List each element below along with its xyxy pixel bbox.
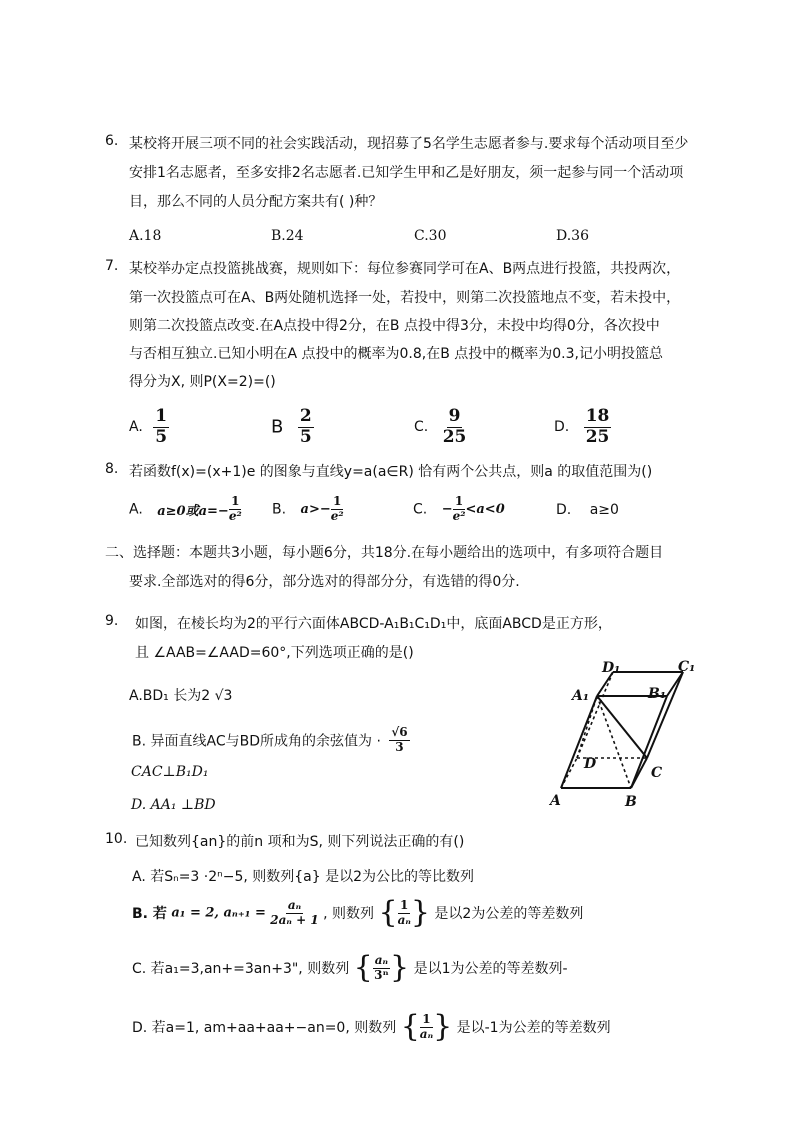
q8-option-c-label: C. xyxy=(413,501,428,518)
q7-option-b xyxy=(271,407,314,447)
q8-option-c-sign: − xyxy=(441,501,453,517)
hidden-edge-DD1 xyxy=(577,672,613,758)
q6-number: 6. xyxy=(105,133,119,149)
q10-option-b-sequence xyxy=(398,899,411,928)
q6-line-3: 目，那么不同的人员分配方案共有( )种？ xyxy=(129,194,383,210)
q9-option-b-text: B. 异面直线AC与BD所成角的余弦值为 · xyxy=(132,733,381,750)
label-C: C xyxy=(651,765,663,781)
q10-option-d-sequence-denominator: aₙ xyxy=(419,1026,434,1041)
q7-option-a xyxy=(129,407,169,447)
q8-option-b-numerator: 1 xyxy=(333,494,342,508)
q10-option-b-fraction xyxy=(270,899,318,928)
q10-option-c-conclusion: 是以1为公差的等差数列- xyxy=(413,961,568,977)
q10-option-b-conclusion: 是以2为公差的等差数列 xyxy=(434,906,584,922)
q7-option-a-label: A. xyxy=(129,419,143,436)
q7-option-b-denominator: 5 xyxy=(299,426,312,447)
q6-option-d: D.36 xyxy=(556,228,589,244)
q10-option-d-sequence xyxy=(420,1013,433,1042)
q7-line-2: 第一次投篮点可在A、B两处随机选择一处，若投中，则第二次投篮地点不变，若未投中， xyxy=(129,290,681,306)
q9-option-d: D. AA₁ ⊥BD xyxy=(131,797,216,813)
q8-option-b-denominator: e² xyxy=(330,508,344,523)
q7-line-5: 得分为X, 则P(X=2)=() xyxy=(129,374,276,390)
hidden-segment-A1B xyxy=(597,696,631,788)
label-B: B xyxy=(625,794,637,810)
q10-option-b-mid: , 则数列 xyxy=(323,906,375,922)
section-2-line-2: 要求.全部选对的得6分，部分选对的得部分分，有选错的得0分. xyxy=(129,574,520,590)
q6-line-1: 某校将开展三项不同的社会实践活动，现招募了5名学生志愿者参与.要求每个活动项目至少 xyxy=(129,136,689,152)
q10-option-c-sequence-denominator: 3ⁿ xyxy=(374,967,389,982)
q9-option-a: A.BD₁ 长为2 √3 xyxy=(129,688,233,704)
q10-stem: 已知数列{an}的前n 项和为S, 则下列说法正确的有() xyxy=(135,834,465,850)
q10-option-c-left-brace: { xyxy=(353,950,373,985)
q6-option-c: C.30 xyxy=(414,228,447,244)
q7-line-4: 与否相互独立.已知小明在A 点投中的概率为0.8,在B 点投中的概率为0.3,记小明投篮总 xyxy=(129,346,663,362)
label-A: A xyxy=(550,793,561,809)
label-A1: A₁ xyxy=(572,688,589,704)
q10-option-b xyxy=(132,895,584,930)
q10-option-d-sequence-numerator: 1 xyxy=(422,1011,431,1026)
q7-option-d-fraction xyxy=(584,407,612,447)
q10-number: 10. xyxy=(105,831,128,847)
q10-option-b-numerator: aₙ xyxy=(287,897,302,912)
q9-line-1: 如图，在棱长均为2的平行六面体ABCD-A₁B₁C₁D₁中，底面ABCD是正方形， xyxy=(135,616,612,632)
q7-option-b-label: B xyxy=(271,416,284,438)
q10-option-b-denominator: 2aₙ + 1 xyxy=(270,912,319,927)
q7-option-a-denominator: 5 xyxy=(155,426,168,447)
q9-option-b-numerator: √6 xyxy=(391,725,408,739)
q7-option-a-fraction xyxy=(153,407,169,447)
q8-option-c-denominator: e² xyxy=(452,508,466,523)
q10-option-c-sequence xyxy=(373,954,390,983)
q8-option-b-expr: a>− xyxy=(300,501,331,517)
q8-option-d-text: a≥0 xyxy=(589,502,619,518)
q9-line-2: 且 ∠AAB=∠AAD=60°,下列选项正确的是() xyxy=(135,645,414,661)
q10-option-c xyxy=(132,950,568,985)
q10-option-d-right-brace: } xyxy=(433,1009,453,1044)
q7-line-1: 某校举办定点投篮挑战赛，规则如下：每位参赛同学可在A、B两点进行投篮，共投两次， xyxy=(129,261,681,277)
q8-option-b-fraction xyxy=(331,495,344,524)
q6-line-2: 安排1名志愿者，至多安排2名志愿者.已知学生甲和乙是好朋友，须一起参与同一个活动项 xyxy=(129,165,684,181)
q7-option-c xyxy=(414,407,466,447)
q10-option-c-text: C. 若a₁=3,an+=3an+3", 则数列 xyxy=(132,961,350,977)
q10-option-a: A. 若Sₙ=3 ·2ⁿ−5, 则数列{a} 是以2为公比的等比数列 xyxy=(132,869,475,885)
q10-option-c-right-brace: } xyxy=(390,950,410,985)
q8-option-d xyxy=(556,502,619,518)
q7-option-b-fraction xyxy=(298,407,314,447)
q7-line-3: 则第二次投篮点改变.在A点投中得2分，在B 点投中得3分，未投中均得0分，各次投中 xyxy=(129,318,660,334)
q7-option-b-numerator: 2 xyxy=(299,406,312,426)
edge-AA1 xyxy=(561,696,597,788)
q8-number: 8. xyxy=(105,461,119,477)
q8-option-a-expr: a≥0或a=− xyxy=(157,503,229,519)
q7-option-c-denominator: 25 xyxy=(442,426,467,447)
q8-option-c-expr: <a<0 xyxy=(465,501,505,517)
q9-number: 9. xyxy=(105,613,119,629)
edge-CC1 xyxy=(647,672,683,758)
q8-option-a-fraction xyxy=(229,495,242,524)
q9-option-b-fraction xyxy=(389,726,409,755)
q10-option-d xyxy=(132,1009,611,1044)
q10-option-b-condition: a₁ = 2, aₙ₊₁ = xyxy=(171,905,266,921)
q8-option-a-denominator: e² xyxy=(228,508,242,523)
q10-option-b-sequence-denominator: aₙ xyxy=(397,912,411,927)
q6-option-a: A.18 xyxy=(129,228,162,244)
q10-option-b-right-brace: } xyxy=(410,895,430,930)
parallelepiped-figure xyxy=(540,660,700,810)
label-B1: B₁ xyxy=(648,686,666,702)
q6-option-b: B.24 xyxy=(271,228,304,244)
q8-option-d-label: D. xyxy=(556,502,572,518)
q10-option-d-conclusion: 是以-1为公差的等差数列 xyxy=(456,1020,611,1036)
q8-option-a xyxy=(129,495,242,524)
label-D1: D₁ xyxy=(602,660,621,676)
q7-option-c-fraction xyxy=(443,407,467,447)
q8-option-c xyxy=(413,495,505,524)
q9-option-c: CAC⊥B₁D₁ xyxy=(131,764,209,780)
segment-A1C xyxy=(597,696,647,758)
q10-option-b-label: B. 若 xyxy=(132,906,167,922)
q10-option-c-sequence-numerator: aₙ xyxy=(374,952,389,967)
q8-option-a-label: A. xyxy=(129,501,143,518)
q7-option-a-numerator: 1 xyxy=(155,406,168,426)
q10-option-b-left-brace: { xyxy=(378,895,398,930)
label-D: D xyxy=(584,756,597,772)
q8-stem: 若函数f(x)=(x+1)e 的图象与直线y=a(a∈R) 恰有两个公共点，则a 的取值范围为() xyxy=(129,464,653,480)
label-C1: C₁ xyxy=(678,660,696,675)
q7-option-d-denominator: 25 xyxy=(585,426,610,447)
q8-option-b xyxy=(272,495,344,524)
q7-option-d-label: D. xyxy=(554,419,570,436)
q9-option-b xyxy=(132,726,410,755)
q7-option-c-label: C. xyxy=(414,419,429,436)
q8-option-a-numerator: 1 xyxy=(231,494,240,508)
q9-option-b-denominator: 3 xyxy=(395,739,404,754)
q8-option-c-numerator: 1 xyxy=(454,494,464,508)
q8-option-c-fraction xyxy=(453,495,466,524)
q10-option-d-left-brace: { xyxy=(400,1009,420,1044)
q7-option-c-numerator: 9 xyxy=(448,406,461,426)
hidden-segment-DA1 xyxy=(577,696,597,758)
q10-option-b-sequence-numerator: 1 xyxy=(400,897,409,912)
q7-option-d xyxy=(554,407,611,447)
q10-option-d-text: D. 若a=1, am+aa+aa+−an=0, 则数列 xyxy=(132,1020,397,1036)
q8-option-b-label: B. xyxy=(272,501,287,518)
section-2-line-1: 二、选择题：本题共3小题，每小题6分，共18分.在每小题给出的选项中，有多项符合题目 xyxy=(105,545,664,561)
q7-option-d-numerator: 18 xyxy=(585,406,610,426)
q7-number: 7. xyxy=(105,258,119,274)
